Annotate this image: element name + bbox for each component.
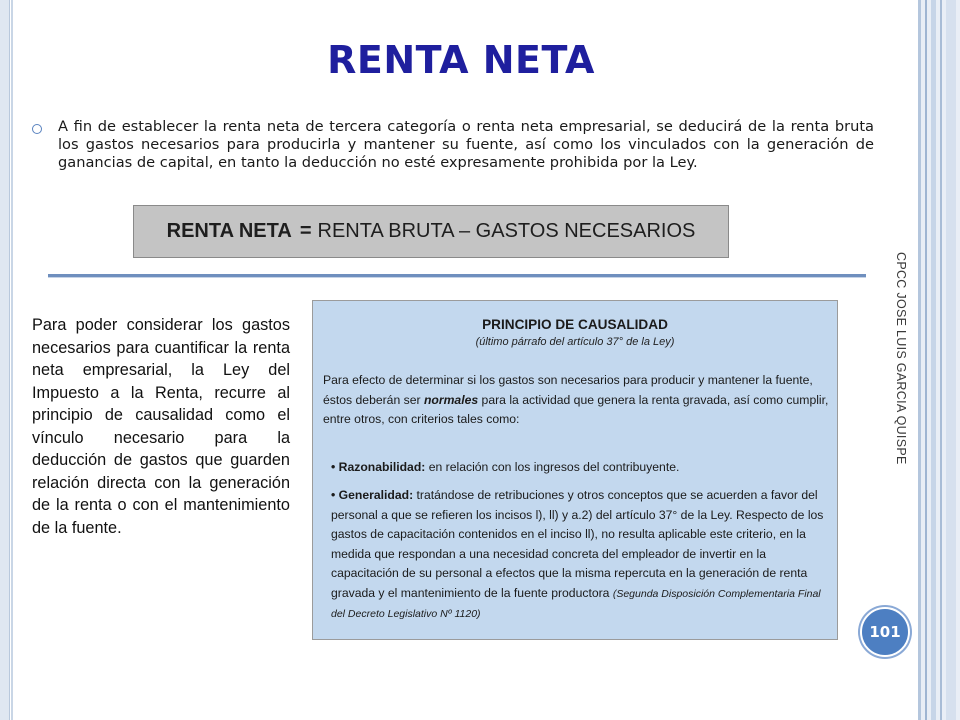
criterion-text: en relación con los ingresos del contribuyente. — [425, 460, 680, 474]
formula-right: RENTA BRUTA – GASTOS NECESARIOS — [317, 220, 696, 242]
author-label-text: CPCC JOSE LUIS GARCIA QUISPE — [894, 252, 908, 465]
right-border-line — [925, 0, 927, 720]
box-paragraph-emphasis: normales — [423, 392, 479, 407]
box-heading: PRINCIPIO DE CAUSALIDAD — [482, 317, 668, 332]
page-number-badge: 101 — [860, 607, 910, 657]
slide-title: RENTA NETA — [327, 38, 595, 82]
causality-principle-box — [312, 300, 838, 640]
left-border-line — [11, 0, 13, 720]
section-divider — [48, 274, 866, 278]
right-border-line — [940, 0, 942, 720]
right-border-line — [946, 0, 956, 720]
formula-equals: = — [299, 220, 312, 242]
criterion-generality — [331, 486, 831, 625]
box-paragraph-start: Para efecto de determinar si los gastos son necesarios para producir y mantener la fuente, éstos deberán ser — [323, 373, 813, 407]
left-border-decoration — [0, 0, 10, 720]
formula-box — [133, 205, 729, 258]
box-paragraph — [323, 371, 829, 430]
criterion-reasonableness — [331, 458, 831, 478]
bullet-circle-icon — [32, 124, 42, 134]
criterion-label: • Generalidad: — [331, 488, 414, 502]
box-paragraph-end: para la actividad que genera la renta gravada, así como cumplir, entre otros, con criterios tales como: — [323, 392, 829, 426]
intro-paragraph: A fin de establecer la renta neta de tercera categoría o renta neta empresarial, se deducirá de la renta bruta los gastos necesarios para producirla y mantener su fuente, así como los vinculados con la generación de ganancias de capital, en tanto la deducción no esté expresamente prohibida por la Ley. — [58, 118, 874, 171]
formula-left: RENTA NETA — [166, 220, 292, 242]
right-border-line — [918, 0, 921, 720]
criterion-reference: (Segunda Disposición Complementaria Final del Decreto Legislativo Nº 1120) — [331, 587, 821, 620]
author-label — [890, 252, 910, 492]
causality-explanation: Para poder considerar los gastos necesarios para cuantificar la renta neta empresarial, la Ley del Impuesto a la Renta, recurre al principio de causalidad como el vínculo necesario para la deducción de gastos que guarden relación directa con la generación de la renta o con el mantenimiento de la fuente. — [32, 316, 290, 537]
criterion-label: • Razonabilidad: — [331, 460, 426, 474]
box-subheading: (último párrafo del artículo 37° de la Ley) — [475, 336, 675, 348]
right-border-line — [931, 0, 936, 720]
criterion-text: tratándose de retribuciones y otros conceptos que se acuerden a favor del personal a que se refieren los incisos l), ll) y a.2) del artículo 37° de la Ley. Respecto de los gastos de capacitación contenidos en el inciso ll), no resulta aplicable este criterio, en la medida que respondan a una necesidad concreta del empleador de invertir en la capacitación de su personal a efectos que la misma repercuta en la generación de renta gravada y el mantenimiento de la fuente productora — [331, 488, 824, 600]
